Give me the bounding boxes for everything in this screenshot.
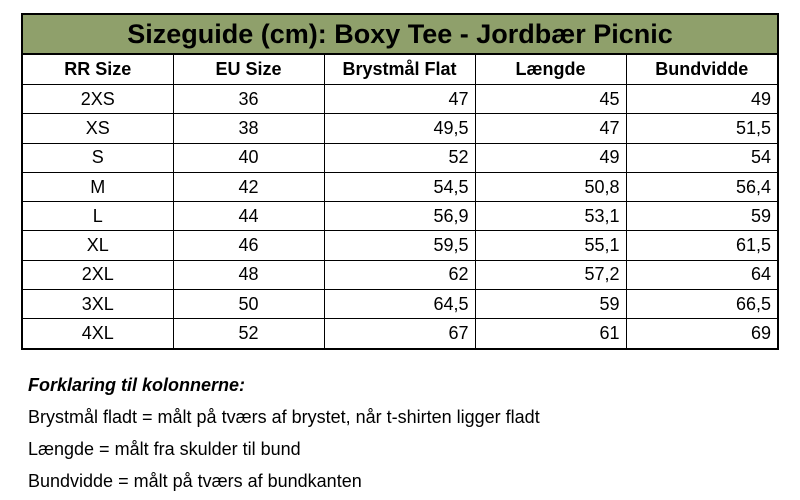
cell-laengde: 59 bbox=[475, 290, 626, 319]
cell-brystmaal: 64,5 bbox=[324, 290, 475, 319]
column-notes bbox=[28, 373, 540, 497]
size-table bbox=[21, 13, 779, 350]
cell-brystmaal: 49,5 bbox=[324, 114, 475, 143]
table-row bbox=[22, 231, 778, 260]
header-bundvidde: Bundvidde bbox=[626, 54, 778, 85]
cell-laengde: 57,2 bbox=[475, 260, 626, 289]
cell-eu-size: 46 bbox=[173, 231, 324, 260]
table-title: Sizeguide (cm): Boxy Tee - Jordbær Picnic bbox=[22, 14, 778, 54]
cell-bundvidde: 49 bbox=[626, 85, 778, 114]
cell-brystmaal: 62 bbox=[324, 260, 475, 289]
cell-brystmaal: 47 bbox=[324, 85, 475, 114]
cell-bundvidde: 69 bbox=[626, 319, 778, 349]
cell-eu-size: 52 bbox=[173, 319, 324, 349]
cell-eu-size: 44 bbox=[173, 202, 324, 231]
cell-rr-size: 4XL bbox=[22, 319, 173, 349]
cell-eu-size: 40 bbox=[173, 143, 324, 172]
cell-rr-size: 3XL bbox=[22, 290, 173, 319]
table-row bbox=[22, 85, 778, 114]
cell-bundvidde: 61,5 bbox=[626, 231, 778, 260]
cell-rr-size: L bbox=[22, 202, 173, 231]
table-row bbox=[22, 290, 778, 319]
cell-eu-size: 38 bbox=[173, 114, 324, 143]
header-rr-size: RR Size bbox=[22, 54, 173, 85]
cell-brystmaal: 52 bbox=[324, 143, 475, 172]
cell-eu-size: 50 bbox=[173, 290, 324, 319]
cell-brystmaal: 56,9 bbox=[324, 202, 475, 231]
cell-rr-size: M bbox=[22, 172, 173, 201]
table-row bbox=[22, 114, 778, 143]
header-eu-size: EU Size bbox=[173, 54, 324, 85]
header-brystmaal: Brystmål Flat bbox=[324, 54, 475, 85]
cell-rr-size: 2XS bbox=[22, 85, 173, 114]
cell-laengde: 45 bbox=[475, 85, 626, 114]
size-guide bbox=[21, 13, 777, 350]
header-laengde: Længde bbox=[475, 54, 626, 85]
note-line: Længde = målt fra skulder til bund bbox=[28, 439, 301, 459]
cell-laengde: 47 bbox=[475, 114, 626, 143]
cell-bundvidde: 59 bbox=[626, 202, 778, 231]
cell-rr-size: XL bbox=[22, 231, 173, 260]
note-line: Bundvidde = målt på tværs af bundkanten bbox=[28, 471, 362, 491]
cell-rr-size: S bbox=[22, 143, 173, 172]
cell-rr-size: 2XL bbox=[22, 260, 173, 289]
cell-laengde: 49 bbox=[475, 143, 626, 172]
cell-bundvidde: 51,5 bbox=[626, 114, 778, 143]
cell-laengde: 50,8 bbox=[475, 172, 626, 201]
cell-bundvidde: 54 bbox=[626, 143, 778, 172]
cell-brystmaal: 59,5 bbox=[324, 231, 475, 260]
table-row bbox=[22, 319, 778, 349]
cell-brystmaal: 67 bbox=[324, 319, 475, 349]
cell-laengde: 61 bbox=[475, 319, 626, 349]
header-row bbox=[22, 54, 778, 85]
cell-bundvidde: 66,5 bbox=[626, 290, 778, 319]
cell-laengde: 53,1 bbox=[475, 202, 626, 231]
note-line: Brystmål fladt = målt på tværs af brystet, når t-shirten ligger fladt bbox=[28, 407, 540, 427]
cell-bundvidde: 64 bbox=[626, 260, 778, 289]
cell-bundvidde: 56,4 bbox=[626, 172, 778, 201]
cell-rr-size: XS bbox=[22, 114, 173, 143]
cell-laengde: 55,1 bbox=[475, 231, 626, 260]
notes-title: Forklaring til kolonnerne: bbox=[28, 375, 246, 395]
table-row bbox=[22, 202, 778, 231]
table-row bbox=[22, 260, 778, 289]
cell-eu-size: 48 bbox=[173, 260, 324, 289]
cell-eu-size: 36 bbox=[173, 85, 324, 114]
table-row bbox=[22, 172, 778, 201]
cell-brystmaal: 54,5 bbox=[324, 172, 475, 201]
cell-eu-size: 42 bbox=[173, 172, 324, 201]
table-row bbox=[22, 143, 778, 172]
